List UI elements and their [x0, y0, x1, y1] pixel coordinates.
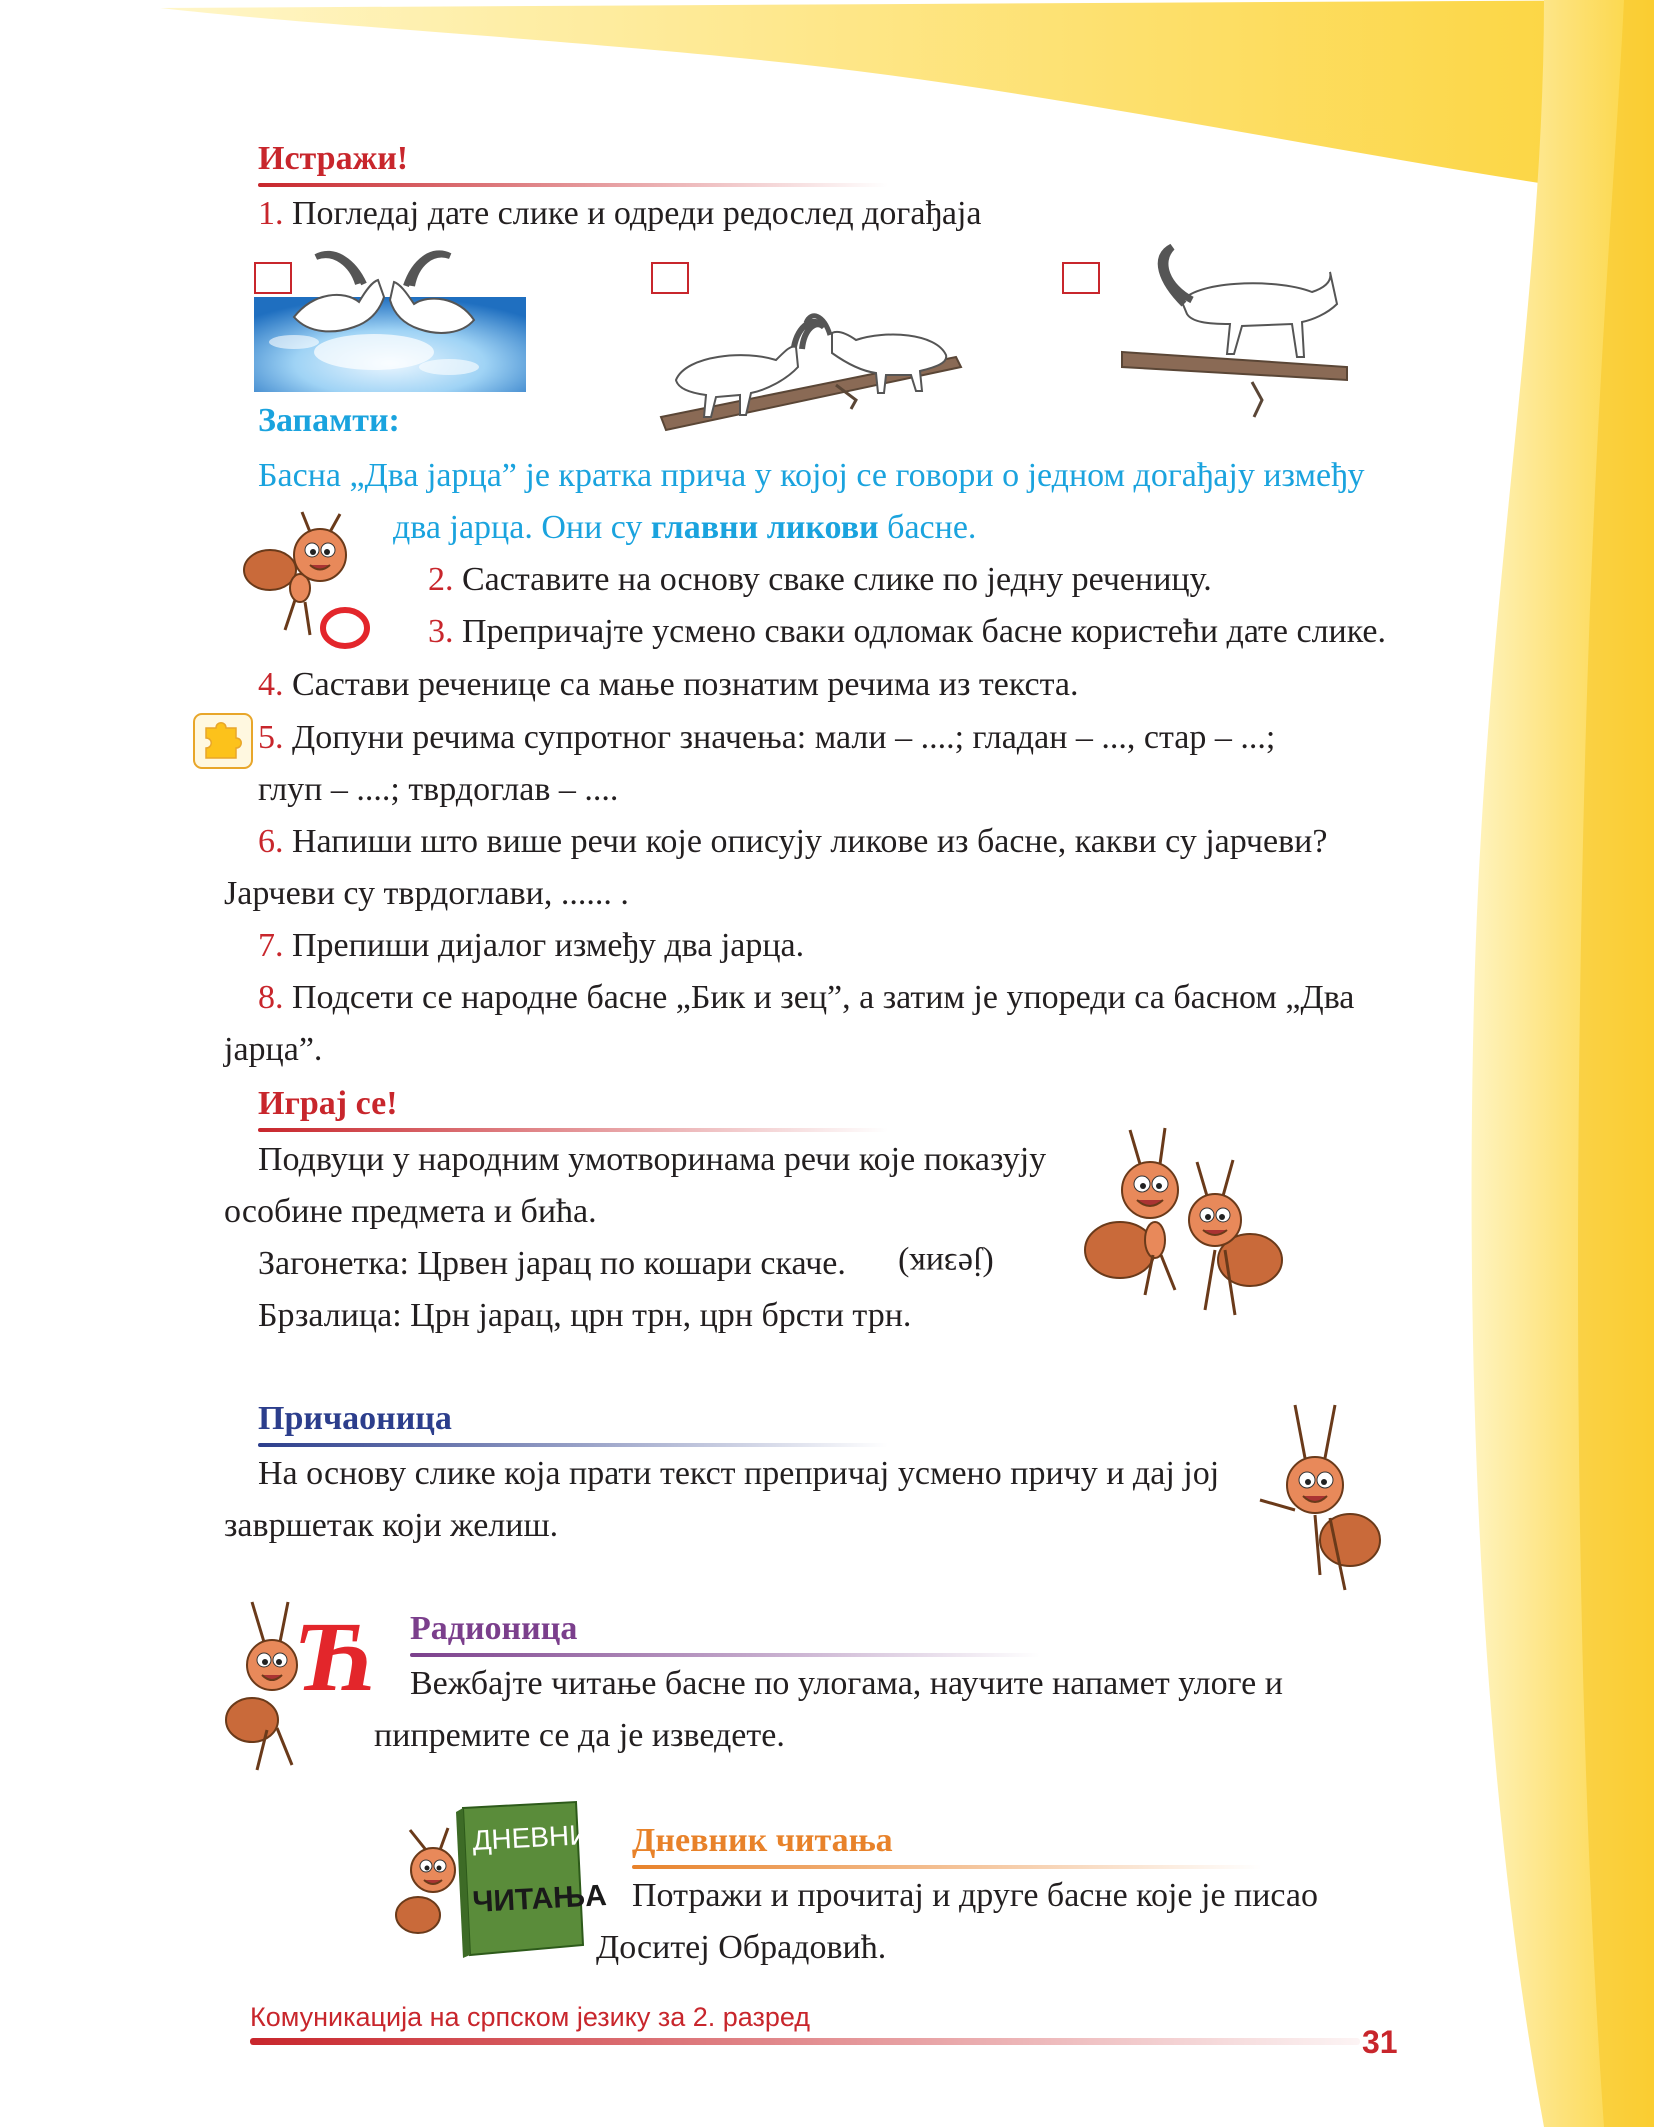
task-5: 5. Допуни речима супротног значења: мали – ....; гладан – ..., стар – ...;	[258, 719, 1276, 756]
section-heading-dnevnik: Дневник читања	[632, 1822, 893, 1859]
reading-diary-book-icon	[378, 1800, 608, 1960]
yellow-side-decoration	[1424, 0, 1654, 2127]
radionica-line-2: пипремите се да је изведете.	[374, 1717, 785, 1754]
puzzle-icon	[192, 712, 254, 770]
heading-underline	[410, 1653, 1040, 1657]
section-heading-pricaonica: Причаоница	[258, 1400, 452, 1437]
radionica-line-1: Вежбајте читање басне по улогама, научите напамет улоге и	[410, 1665, 1283, 1702]
section-heading-igraj: Играј се!	[258, 1085, 398, 1122]
waving-ant-mascot-icon	[1255, 1400, 1385, 1600]
igraj-line-2: особине предмета и бића.	[224, 1193, 597, 1230]
tongue-twister: Брзалица: Црн јарац, црн трн, црн брсти трн.	[258, 1297, 912, 1334]
pricaonica-line-2: завршетак који желиш.	[224, 1507, 559, 1544]
task-6: 6. Напиши што више речи које описују ликове из басне, какви су јарчеви?	[258, 823, 1328, 860]
footer-underline	[250, 2038, 1360, 2045]
section-heading-zapamti: Запамти:	[258, 402, 400, 439]
heading-underline	[258, 1128, 888, 1132]
two-ants-mascot-icon	[1075, 1120, 1295, 1325]
zapamti-line-2: два јарца. Они су главни ликови басне.	[393, 509, 977, 546]
task-6-line-2: Јарчеви су тврдоглави, ...... .	[224, 875, 629, 912]
heading-underline	[258, 183, 888, 187]
zapamti-line-1: Басна „Два јарца” је кратка прича у којој се говори о једном догађају између	[258, 457, 1365, 494]
page-number: 31	[1362, 2024, 1398, 2060]
bold-term: главни ликови	[650, 509, 879, 546]
riddle-answer-upside-down: (језик)	[898, 1246, 994, 1283]
order-checkbox-2[interactable]	[651, 262, 689, 294]
section-heading-radionica: Радионица	[410, 1610, 578, 1647]
task-1	[258, 194, 982, 234]
dnevnik-line-1: Потражи и прочитај и друге басне које је писао	[632, 1877, 1319, 1914]
ant-with-letter-icon	[222, 1600, 376, 1770]
task-8-line-2: јарца”.	[224, 1031, 323, 1068]
heading-underline	[258, 1443, 888, 1447]
footer-book-title: Комуникација на српском језику за 2. разред	[250, 2002, 811, 2032]
heading-underline	[632, 1865, 1262, 1869]
dnevnik-line-2: Доситеј Обрадовић.	[596, 1929, 887, 1966]
order-checkbox-3[interactable]	[1062, 262, 1100, 294]
book-title-line-1: ДНЕВНИК	[471, 1818, 607, 1856]
task-3: 3. Препричајте усмено сваки одломак басне користећи дате слике.	[428, 613, 1387, 650]
task-4: 4. Састави реченице са мање познатим речима из текста.	[258, 666, 1079, 703]
pricaonica-line-1: На основу слике која прати текст препричај усмено причу и дај јој	[258, 1455, 1220, 1492]
letter-glyph: Ћ	[294, 1601, 376, 1712]
igraj-line-1: Подвуци у народним умотворинама речи које показују	[258, 1141, 1047, 1178]
section-heading-istrazi: Истражи!	[258, 140, 409, 177]
task-7: 7. Препиши дијалог између два јарца.	[258, 927, 805, 964]
goats-fighting-on-log-illustration	[656, 305, 966, 435]
task-2: 2. Саставите на основу сваке слике по једну реченицу.	[428, 561, 1212, 598]
task-number: 1.	[258, 195, 284, 232]
task-8: 8. Подсети се народне басне „Бик и зец”, а затим је упореди са басном „Два	[258, 979, 1355, 1016]
task-5-line-2: глуп – ....; тврдоглав – ....	[258, 771, 619, 808]
goats-in-water-illustration	[254, 242, 526, 392]
book-title-line-2: ЧИТАЊА	[471, 1879, 608, 1919]
riddle: Загонетка: Црвен јарац по кошари скаче.	[258, 1245, 846, 1282]
ant-mascot-icon	[240, 510, 380, 660]
task-text: Погледај дате слике и одреди редослед догађаја	[292, 195, 982, 232]
goat-on-broken-log-illustration	[1122, 242, 1350, 422]
